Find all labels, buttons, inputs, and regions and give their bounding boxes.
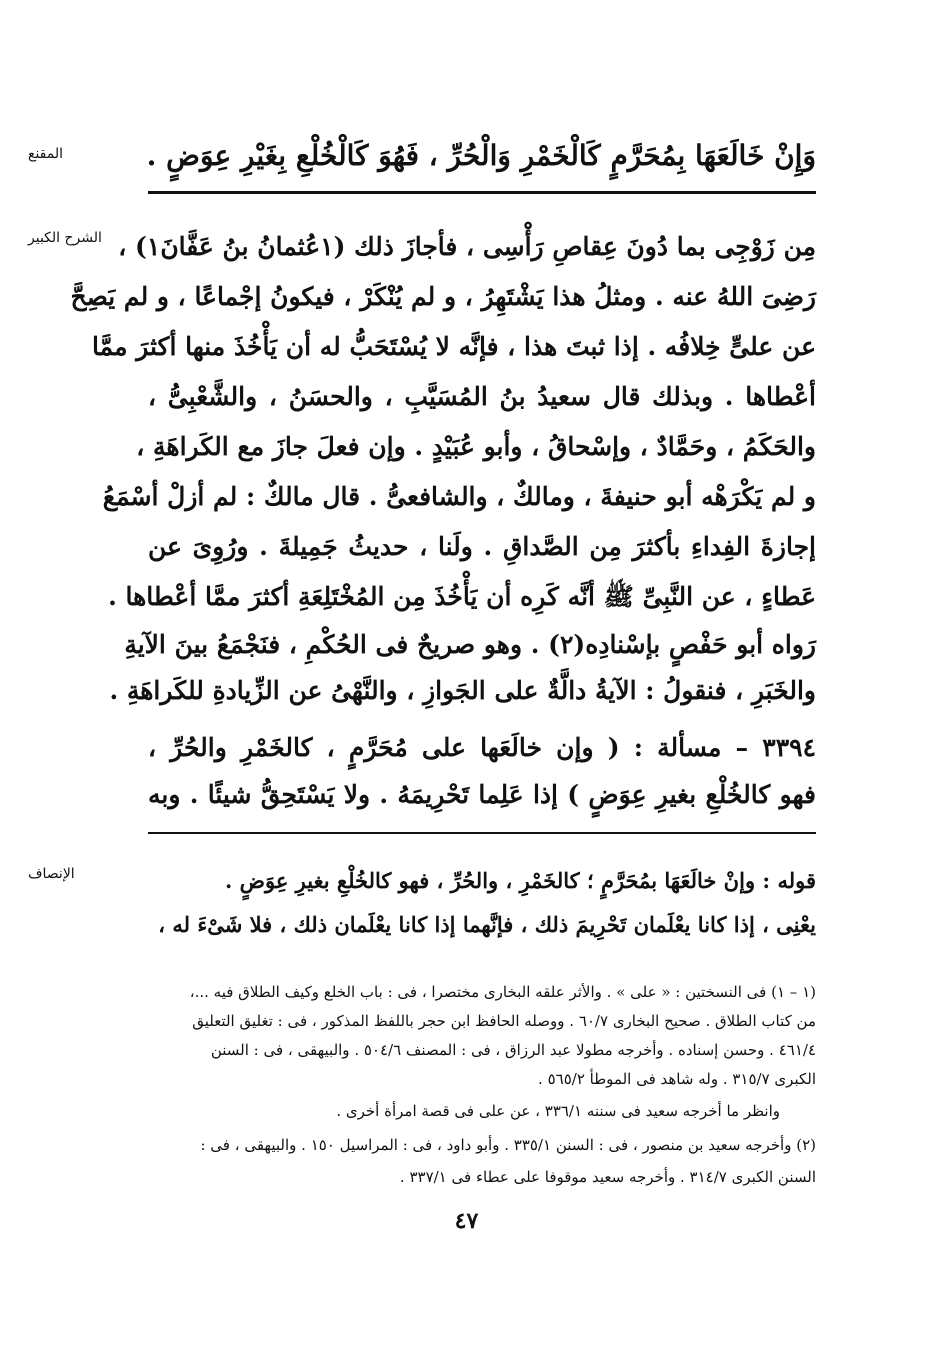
header-rule	[148, 191, 816, 194]
section-rule	[148, 832, 816, 834]
page-number: ٤٧	[454, 1208, 479, 1234]
footnote-line: من كتاب الطلاق . صحيح البخارى ٦٠/٧ . ووصله الحافظ ابن حجر باللفظ المذكور ، فى : تغليق التعليق	[192, 1012, 816, 1030]
sharh-line: فهو كالخُلْعِ بغيرِ عِوَضٍ ) إذا عَلِما تَحْرِيمَهُ . ولا يَسْتَحِقُّ شيئًا . وبه	[148, 780, 816, 809]
footnote-line: (١ – ١) فى النسختين : « على » . والأثر علقه البخارى مختصرا ، فى : باب الخلع وكيف الطلاق فيه ...،	[189, 983, 816, 1001]
sharh-line: والحَكَمُ ، وحَمَّادٌ ، وإسْحاقُ ، وأبو عُبَيْدٍ . وإن فعلَ جازَ مع الكَراهَةِ ،	[136, 432, 816, 461]
footnote-line: ٤٦١/٤ . وحسن إسناده . وأخرجه مطولا عبد الرزاق ، فى : المصنف ٥٠٤/٦ . والبيهقى ، فى : السنن	[210, 1041, 816, 1059]
sharh-line: مِن زَوْجِى بما دُونَ عِقاصِ رَأْسِى ، فأجازَ ذلك (١عُثمانُ بنُ عَفَّانَ١) ،	[118, 232, 816, 261]
sharh-line: عن علىٍّ خِلافُه . إذا ثبتَ هذا ، فإنَّه لا يُسْتَحَبُّ له أن يَأْخُذَ منها أكثرَ ممَّا	[92, 332, 816, 361]
insaf-line: يعْنِى ، إذا كانا يعْلَمان تَحْرِيمَ ذلك ، فإنَّهما إذا كانا يعْلَمان ذلك ، فلا شَىْءَ له ،	[158, 912, 816, 937]
footnote-line: الكبرى ٣١٥/٧ . وله شاهد فى الموطأ ٥٦٥/٢ .	[538, 1070, 816, 1088]
sharh-line: رَضِىَ اللهُ عنه . ومثلُ هذا يَشْتَهِرُ ، و لم يُنْكَرْ ، فيكونُ إجْماعًا ، و لم يَصِحَّ	[70, 282, 816, 311]
muqni-text: وَإِنْ خَالَعَهَا بِمُحَرَّمٍ كَالْخَمْرِ وَالْحُرِّ ، فَهُوَ كَالْخُلْعِ بِغَيْرِ عِوَضٍ .	[146, 139, 816, 172]
sharh-line: أعْطاها . وبذلك قال سعيدُ بنُ المُسَيَّبِ ، والحسَنُ ، والشَّعْبِىُّ ،	[148, 382, 816, 411]
masala-heading: ٣٣٩٤ – مسألة : ( وإن خالَعَها على مُحَرَّمٍ ، كالخَمْرِ والحُرِّ ،	[148, 733, 816, 762]
footnote-line: (٢) وأخرجه سعيد بن منصور ، فى : السنن ٣٣٥/١ . وأبو داود ، فى : المراسيل ١٥٠ . والبيهقى ، فى :	[200, 1136, 816, 1154]
sharh-line: والخَبَرِ ، فنقولُ : الآيةُ دالَّةٌ على الجَوازِ ، والنَّهْىُ عن الزِّيادةِ للكَراهَةِ .	[109, 676, 816, 705]
label-sharh: الشرح الكبير	[28, 230, 102, 246]
footnote-line: السنن الكبرى ٣١٤/٧ . وأخرجه سعيد موقوفا على عطاء فى ٣٣٧/١ .	[399, 1168, 816, 1186]
sharh-line: إجازةَ الفِداءِ بأكثرَ مِن الصَّداقِ . ولَنا ، حديثُ جَمِيلةَ . ورُوِىَ عن	[148, 532, 816, 561]
sharh-line: رَواه أبو حَفْصٍ بإسْنادِه(٢) . وهو صريحٌ فى الحُكْمِ ، فنَجْمَعُ بينَ الآيةِ	[124, 630, 816, 659]
label-muqni: المقنع	[28, 146, 64, 162]
sharh-line: عَطاءٍ ، عن النَّبِىِّ ﷺ أنَّه كَرِه أن يَأْخُذَ مِن المُخْتَلِعَةِ أكثرَ ممَّا أعْطاها .	[108, 582, 816, 611]
insaf-line: قوله : وإنْ خالَعَهَا بمُحَرَّمٍ ؛ كالخَمْرِ ، والحُرِّ ، فهو كالخُلْعِ بغيرِ عِوَضٍ .	[224, 868, 816, 893]
label-insaf: الإنصاف	[28, 866, 75, 882]
sharh-line: و لم يَكْرَهْه أبو حنيفةَ ، ومالكٌ ، والشافعىُّ . قال مالكٌ : لم أزلْ أسْمَعُ	[102, 482, 816, 511]
footnote-line: وانظر ما أخرجه سعيد فى سننه ٣٣٦/١ ، عن على فى قصة امرأة أخرى .	[336, 1102, 780, 1120]
